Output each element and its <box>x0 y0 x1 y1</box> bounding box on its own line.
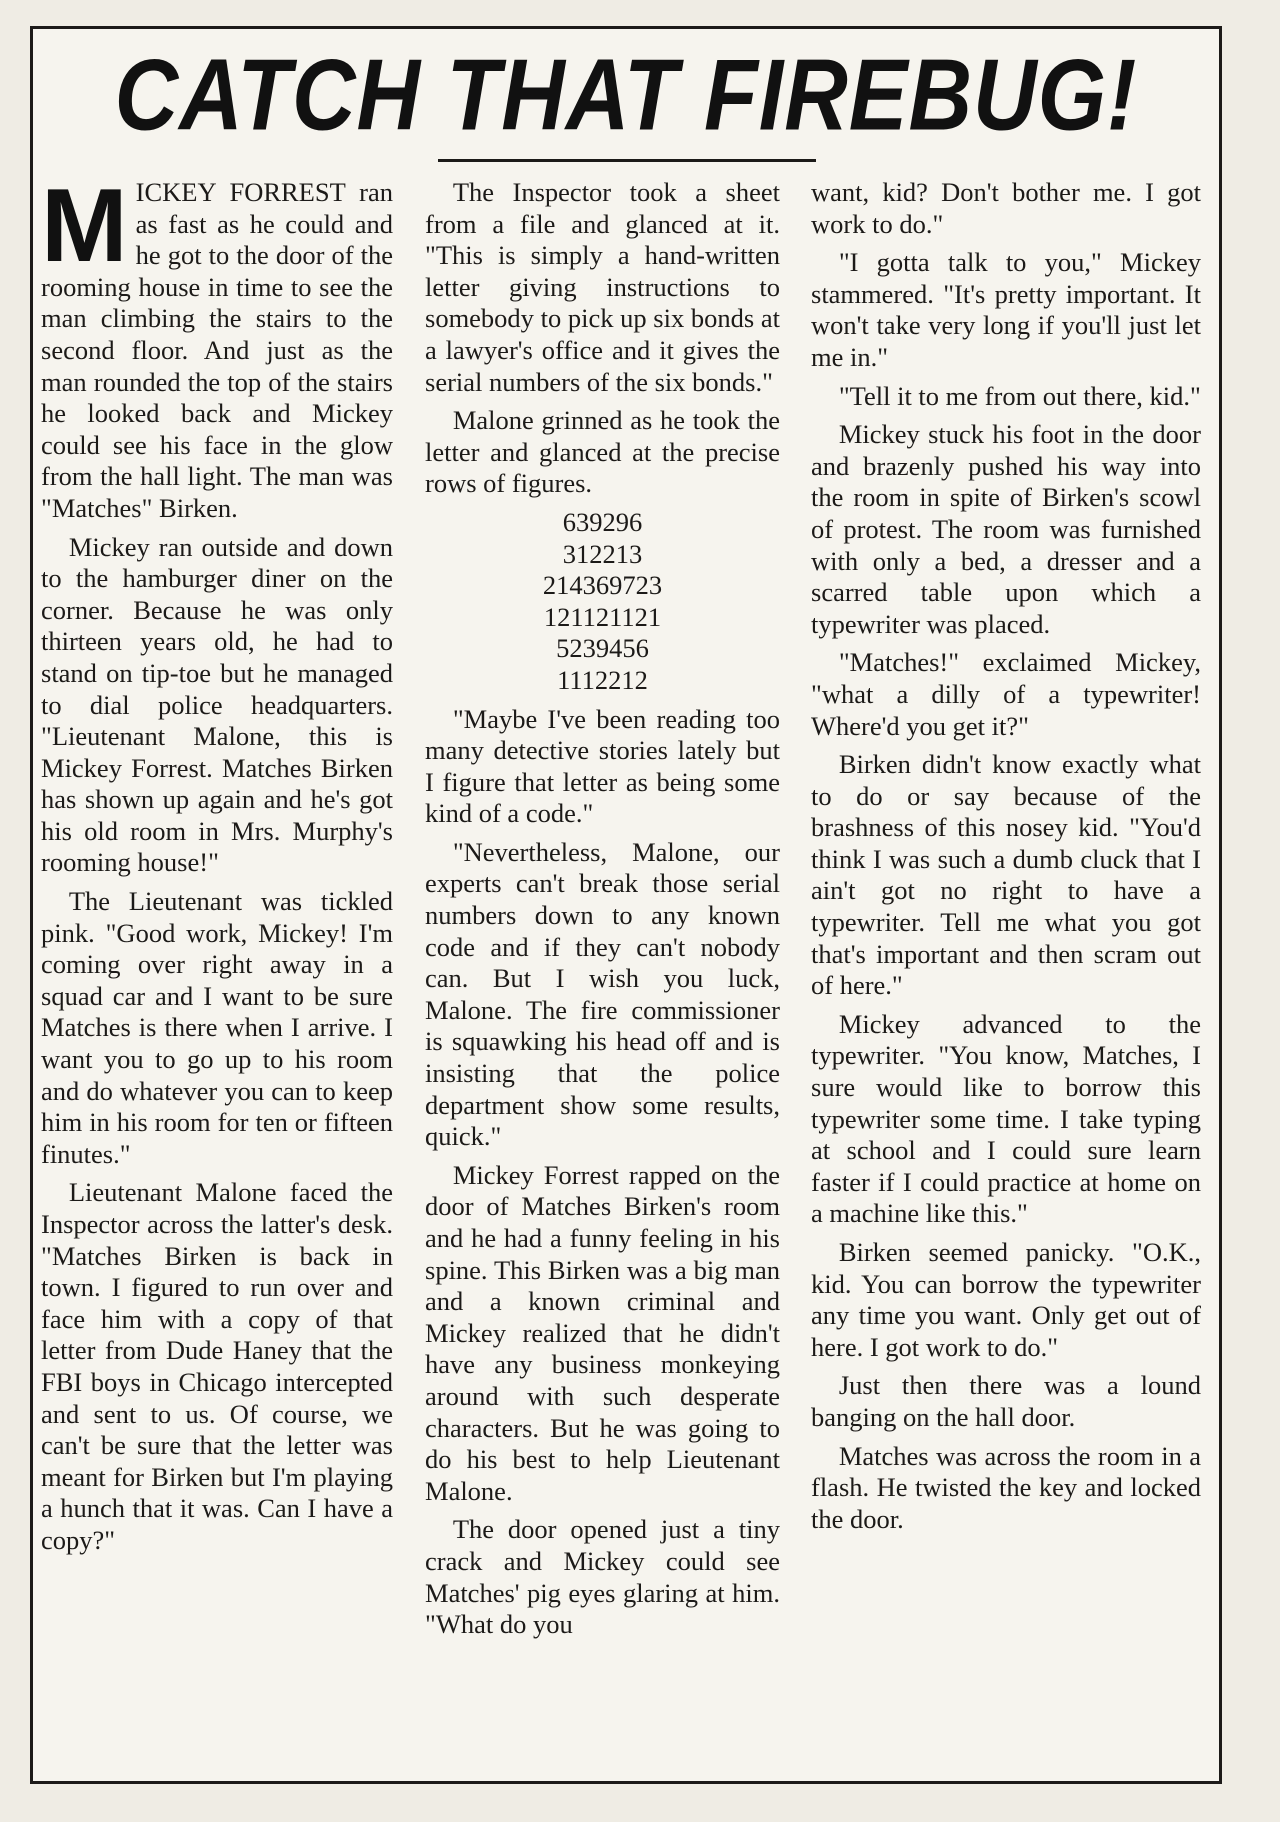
paragraph: "Nevertheless, Malone, our experts can't break those serial numbers down to any known code and if they can't nobody can. But I wish you luck, Malone. The fire commissioner is squawking his head off and is insisting that the police department show some results, quick." <box>425 836 780 1152</box>
paragraph: Mickey stuck his foot in the door and brazenly pushed his way into the room in spite of Birken's scowl of protest. The room was furnished with only a bed, a dresser and a scarred table upon which a typewriter was placed. <box>811 419 1201 639</box>
serial-number-list <box>425 507 780 697</box>
paragraph: "Maybe I've been reading too many detective stories lately but I figure that letter as being some kind of a code." <box>425 703 780 829</box>
drop-cap: M <box>41 168 128 284</box>
text-column-2 <box>425 177 780 1648</box>
serial-number: 639296 <box>562 506 643 537</box>
opening-paragraph-text: ICKEY FORREST ran as fast as he could and he got to the door of the rooming house in time to see the man climbing the stairs to the second floor. And just as the man rounded the top of the stairs he looked back and Mickey could see his face in the glow from the hall light. The man was "Matches" Birken. <box>41 177 393 523</box>
text-column-3 <box>811 177 1201 1542</box>
story-title: CATCH THAT FIREBUG! <box>114 37 1138 152</box>
paragraph: The door opened just a tiny crack and Mickey could see Matches' pig eyes glaring at him. "What do you <box>425 1514 780 1640</box>
paragraph: Mickey advanced to the typewriter. "You know, Matches, I sure would like to borrow this typewriter some time. I take typing at school and I could sure learn faster if I could practice at home on a machine like this." <box>811 1008 1201 1229</box>
serial-number: 1112212 <box>557 664 648 695</box>
serial-number: 312213 <box>562 538 643 569</box>
paragraph: The Lieutenant was tickled pink. "Good work, Mickey! I'm coming over right away in a squad car and I want to be sure Matches is there when I arrive. I want you to go up to his room and do whatever you can to keep him in his room for ten or fifteen finutes." <box>41 886 393 1169</box>
serial-number: 121121121 <box>543 601 662 632</box>
paragraph: Birken seemed panicky. "O.K., kid. You can borrow the typewriter any time you want. Only get out of here. I got work to do." <box>811 1237 1201 1362</box>
paragraph: "I gotta talk to you," Mickey stammered. "It's pretty important. It won't take very long if you'll just let me in." <box>811 247 1201 372</box>
text-column-1 <box>41 168 393 1564</box>
title-underline <box>438 159 816 162</box>
paragraph: The Inspector took a sheet from a file and glanced at it. "This is simply a hand-written letter giving instructions to somebody to pick up six bonds at a lawyer's office and it gives the serial numbers of the six bonds." <box>425 177 780 397</box>
magazine-page <box>30 26 1222 1784</box>
paragraph: want, kid? Don't bother me. I got work to do." <box>811 177 1201 239</box>
opening-paragraph <box>41 168 393 525</box>
paragraph: Matches was across the room in a flash. He twisted the key and locked the door. <box>811 1440 1201 1534</box>
paragraph: Malone grinned as he took the letter and glanced at the precise rows of figures. <box>425 405 780 499</box>
serial-number: 5239456 <box>556 633 649 664</box>
paragraph: "Matches!" exclaimed Mickey, "what a dilly of a typewriter! Where'd you get it?" <box>811 647 1201 741</box>
serial-number: 214369723 <box>542 570 663 601</box>
paragraph: Mickey ran outside and down to the hamburger diner on the corner. Because he was only thirteen years old, he had to stand on tip-toe but he managed to dial police headquarters. "Lieutenant Malone, this is Mickey Forrest. Matches Birken has shown up again and he's got his old room in Mrs. Murphy's rooming house!" <box>41 531 393 878</box>
paragraph: Birken didn't know exactly what to do or say because of the brashness of this nosey kid. "You'd think I was such a dumb cluck that I ain't got no right to have a typewriter. Tell me what you got that's important and then scram out of here." <box>811 749 1201 1001</box>
paragraph: Lieutenant Malone faced the Inspector across the latter's desk. "Matches Birken is back in town. I figured to run over and face him with a copy of that letter from Dude Haney that the FBI boys in Chicago intercepted and sent to us. Of course, we can't be sure that the letter was meant for Birken but I'm playing a hunch that it was. Can I have a copy?" <box>41 1177 393 1555</box>
paragraph: Just then there was a lound banging on the hall door. <box>811 1370 1201 1432</box>
paragraph: "Tell it to me from out there, kid." <box>838 380 1201 411</box>
paragraph: Mickey Forrest rapped on the door of Matches Birken's room and he had a funny feeling in his spine. This Birken was a big man and a known criminal and Mickey realized that he didn't have any business monkeying around with such desperate characters. But he was going to do his best to help Lieutenant Malone. <box>425 1159 780 1506</box>
